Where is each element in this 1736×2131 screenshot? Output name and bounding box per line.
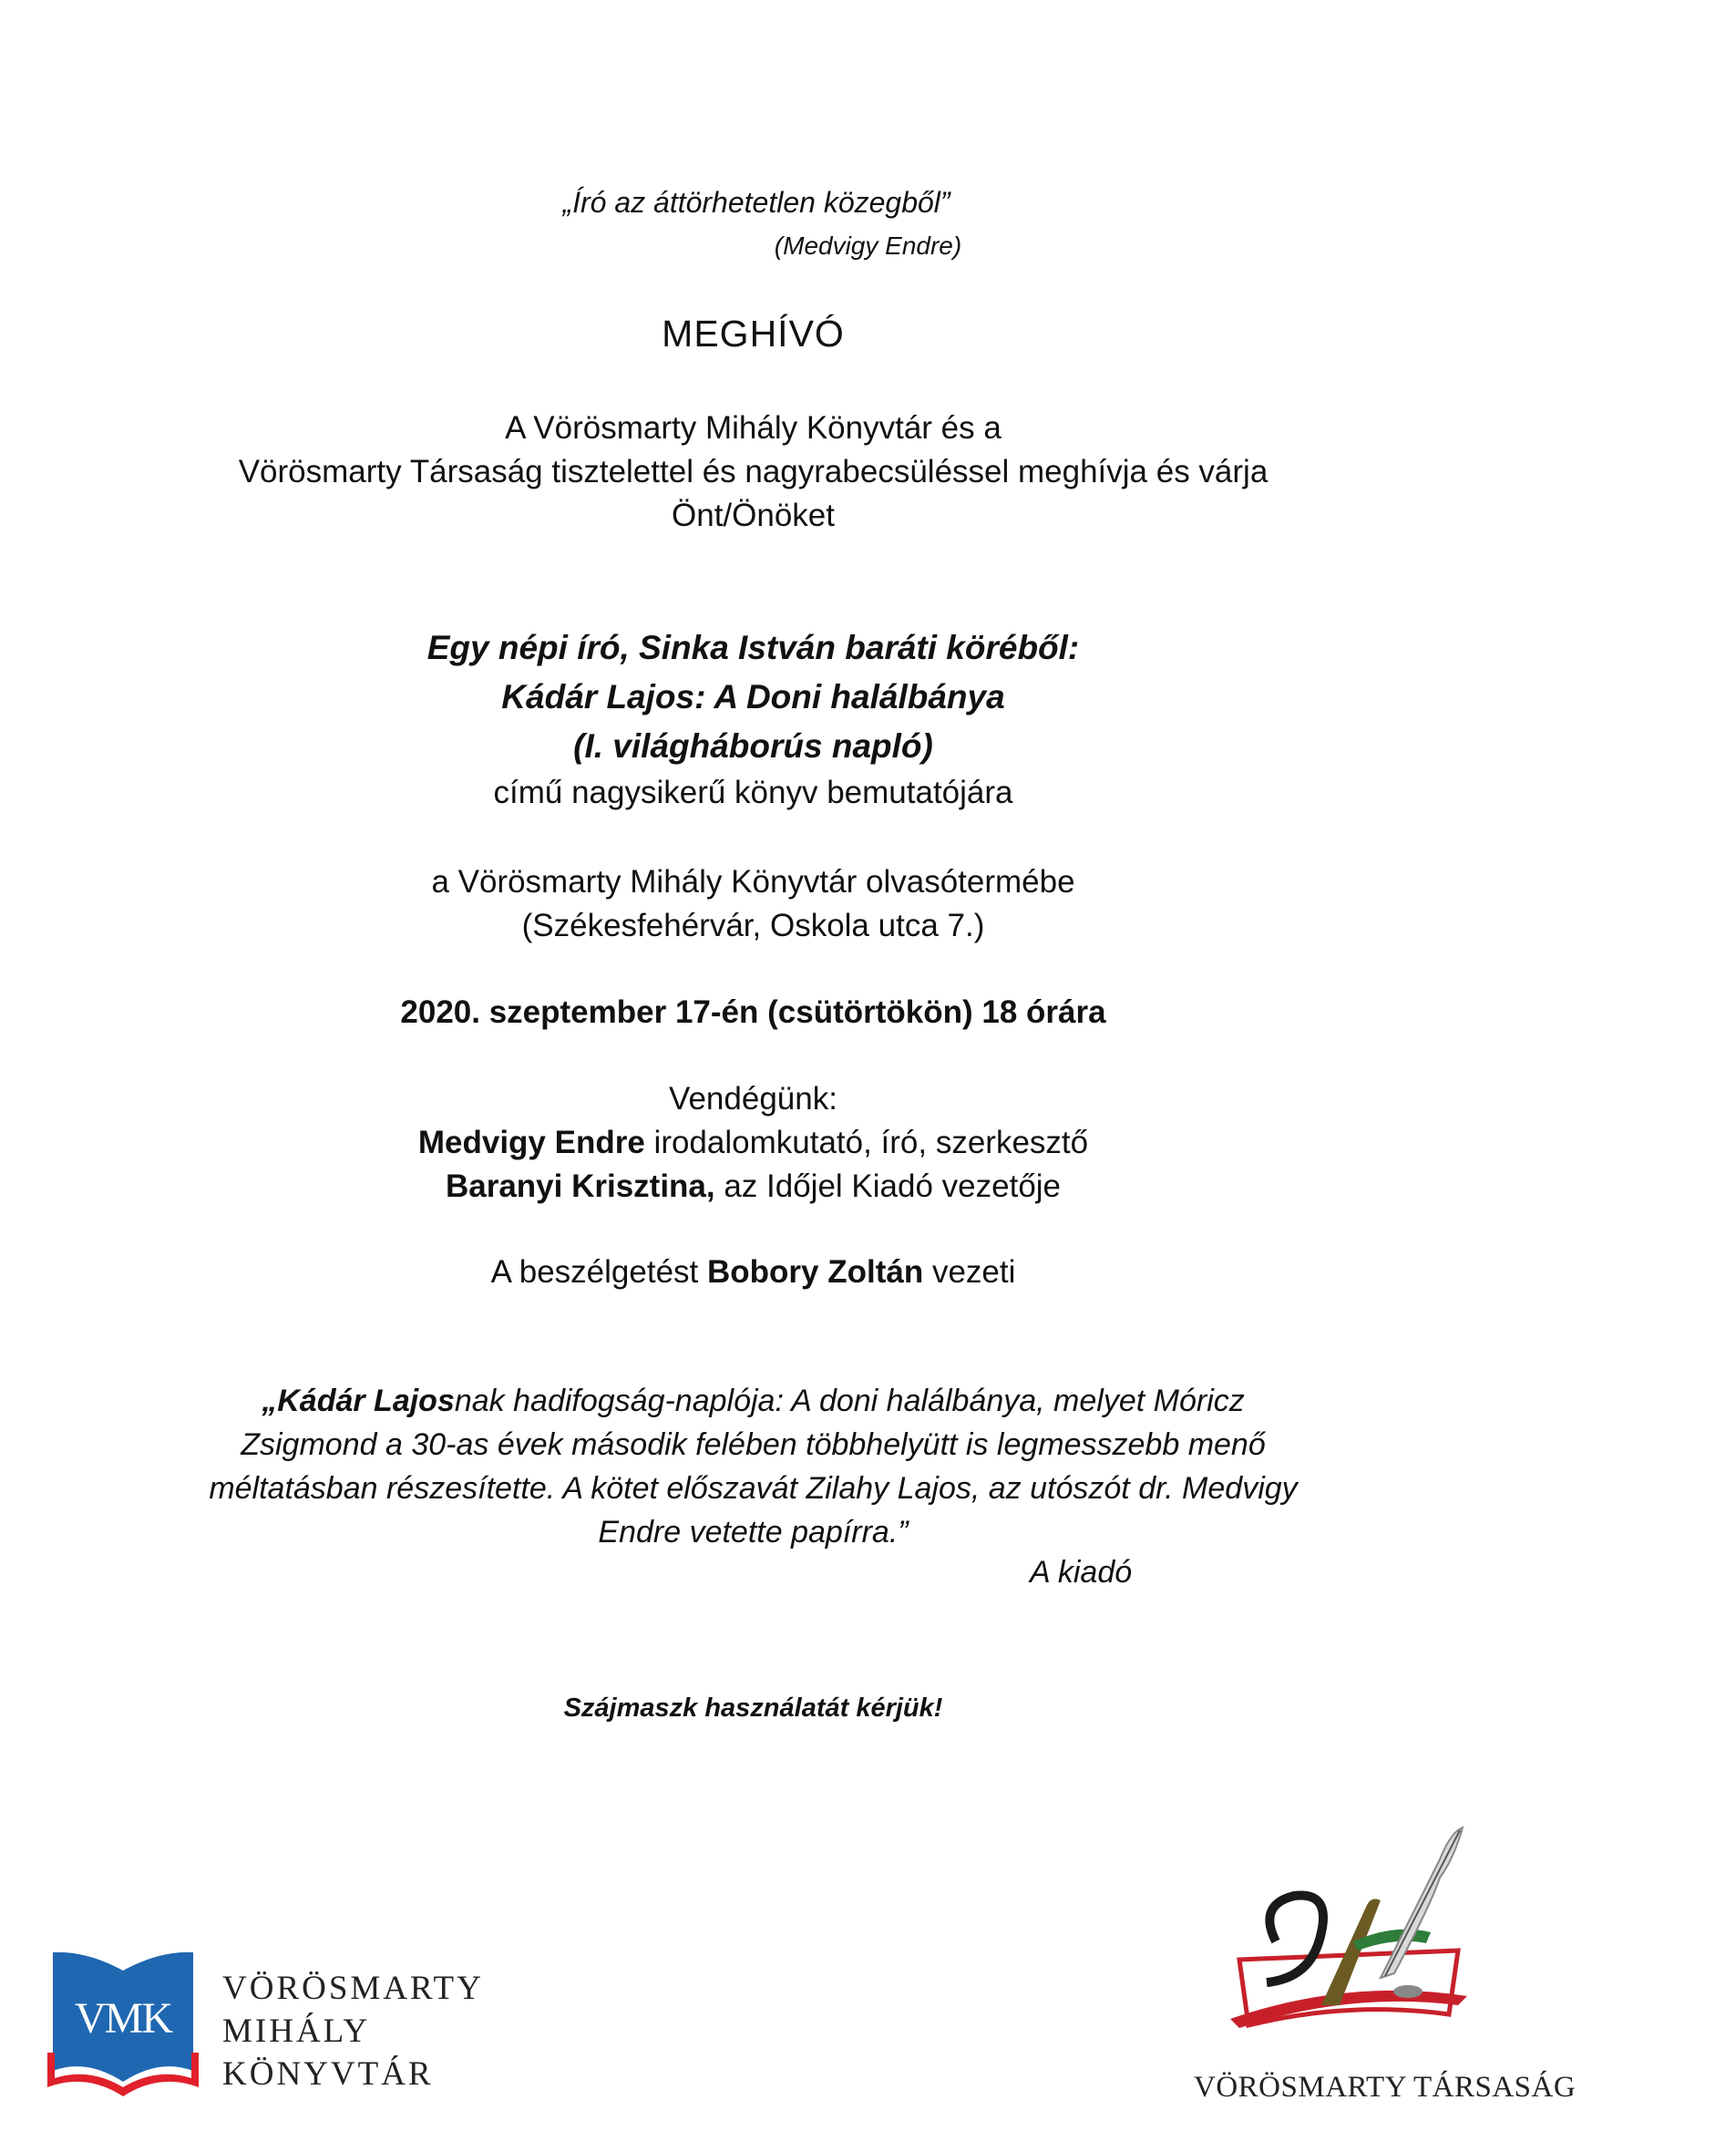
guest-1-role: irodalomkutató, író, szerkesztő bbox=[644, 1125, 1089, 1160]
guest-1-name: Medvigy Endre bbox=[417, 1125, 645, 1160]
motto-source: (Medvigy Endre) bbox=[774, 232, 962, 260]
quote-line: Endre vetette papírra.” bbox=[598, 1515, 909, 1549]
library-name-line: KÖNYVTÁR bbox=[222, 2055, 434, 2093]
motto-quote: „Író az áttörhetetlen közegből” bbox=[562, 186, 950, 219]
intro-line: A Vörösmarty Mihály Könyvtár és a bbox=[505, 410, 1002, 446]
event-date: 2020. szeptember 17-én (csütörtökön) 18 órára bbox=[400, 994, 1106, 1030]
guest-2-name: Baranyi Krisztina, bbox=[445, 1168, 715, 1204]
guest-1 bbox=[0, 1121, 1506, 1165]
intro-text bbox=[0, 407, 1506, 538]
library-name bbox=[222, 1967, 484, 2095]
quote-line: Zsigmond a 30-as évek második felében többhelyütt is legmesszebb menő bbox=[241, 1427, 1266, 1462]
library-name-line: VÖRÖSMARTY bbox=[222, 1970, 484, 2007]
quote-line: méltatásban részesítette. A kötet előszavát Zilahy Lajos, az utószót dr. Medvigy bbox=[209, 1471, 1298, 1506]
guest-2 bbox=[0, 1165, 1506, 1209]
moderator-suffix: vezeti bbox=[923, 1254, 1016, 1290]
intro-line: Vörösmarty Társaság tisztelettel és nagyrabecsüléssel meghívja és várja bbox=[238, 454, 1269, 489]
moderator bbox=[0, 1251, 1506, 1294]
mask-notice: Szájmaszk használatát kérjük! bbox=[563, 1693, 943, 1723]
book-title-line: (I. világháborús napló) bbox=[573, 727, 933, 765]
society-name: VÖRÖSMARTY TÁRSASÁG bbox=[1194, 2071, 1577, 2104]
library-name-line: MIHÁLY bbox=[222, 2013, 371, 2050]
book-title-line: Egy népi író, Sinka István baráti köréből: bbox=[426, 629, 1080, 666]
guests bbox=[0, 1077, 1506, 1209]
book-title-line: Kádár Lajos: A Doni halálbánya bbox=[501, 678, 1005, 715]
moderator-prefix: A beszélgetést bbox=[490, 1254, 707, 1290]
quote-author-bold: „Kádár Lajos bbox=[262, 1384, 455, 1418]
venue bbox=[0, 860, 1506, 948]
venue-line: a Vörösmarty Mihály Könyvtár olvasótermébe bbox=[431, 864, 1075, 900]
intro-line: Önt/Önöket bbox=[672, 498, 835, 533]
venue-address: (Székesfehérvár, Oskola utca 7.) bbox=[521, 908, 985, 943]
quote-attribution: A kiadó bbox=[1030, 1555, 1133, 1590]
guests-label: Vendégünk: bbox=[669, 1081, 837, 1117]
page-title: MEGHÍVÓ bbox=[662, 313, 845, 355]
book-title bbox=[0, 623, 1506, 771]
society-logo-icon bbox=[1212, 1823, 1485, 2042]
guest-2-role: az Időjel Kiadó vezetője bbox=[714, 1168, 1062, 1204]
quote-line bbox=[0, 1379, 1506, 1423]
publisher-quote bbox=[0, 1379, 1506, 1554]
library-logo-icon bbox=[46, 1934, 200, 2098]
book-subtitle: című nagysikerű könyv bemutatójára bbox=[493, 775, 1013, 810]
quote-line-text: nak hadifogság-naplója: A doni halálbánya, melyet Móricz bbox=[454, 1384, 1245, 1418]
moderator-name: Bobory Zoltán bbox=[707, 1254, 924, 1290]
library-monogram: VMK bbox=[74, 1994, 172, 2043]
